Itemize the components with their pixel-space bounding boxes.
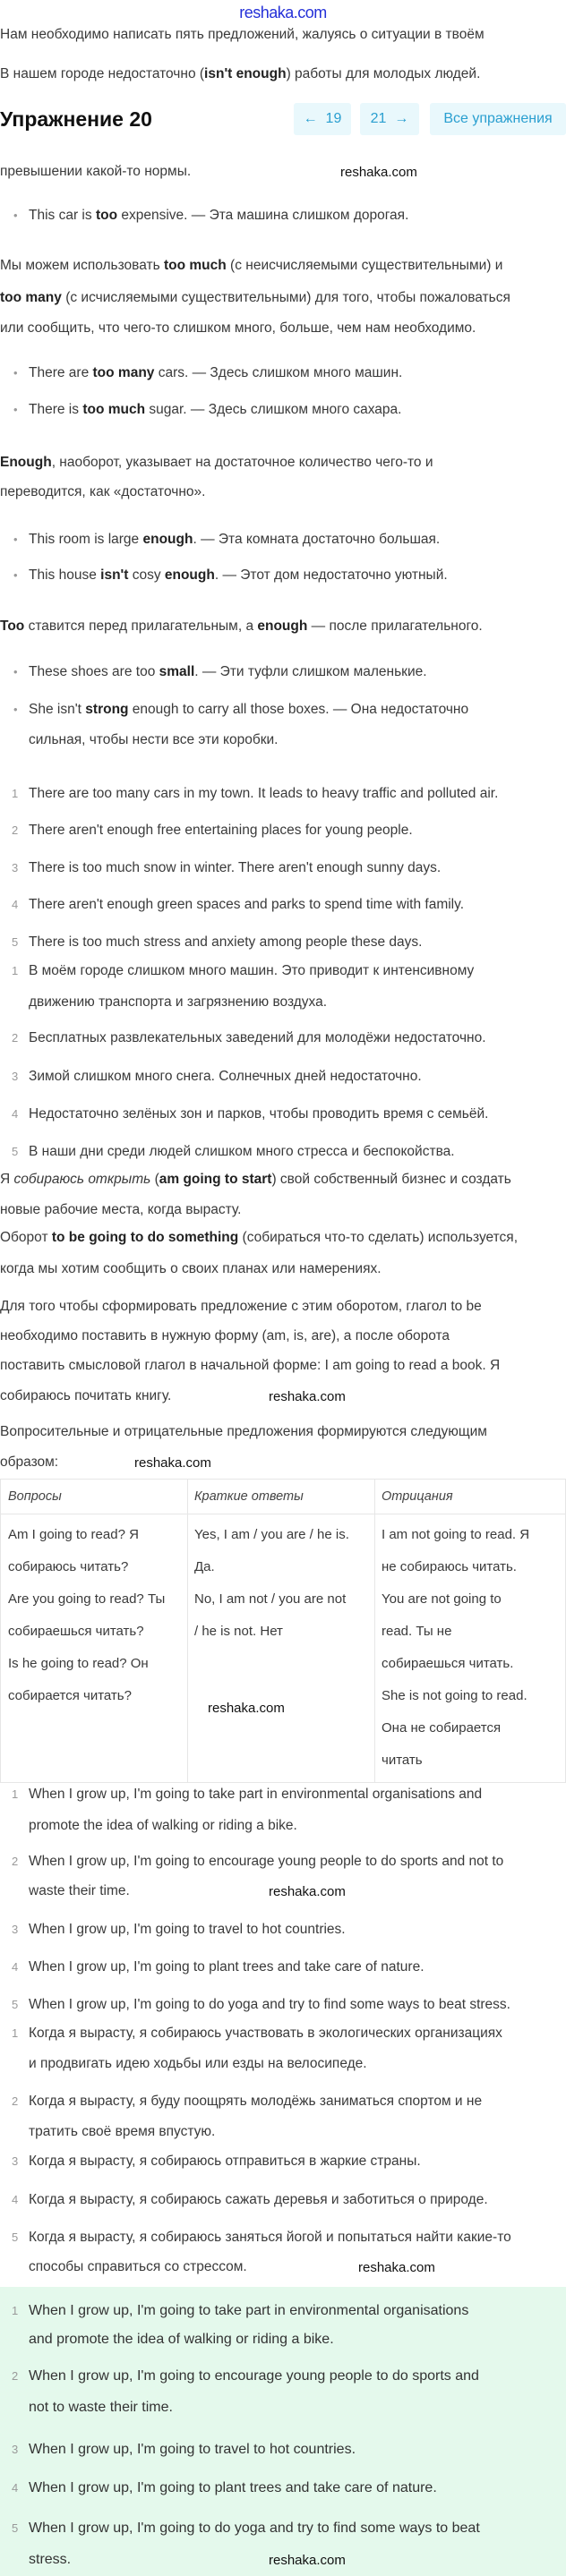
list-number: 1 (12, 2026, 19, 2040)
column-divider (187, 1480, 188, 1782)
text: cars. — Здесь слишком много машин. (154, 365, 403, 380)
numbered-item-line (29, 2303, 468, 2319)
text: (с неисчисляемыми существительными) и (226, 258, 503, 273)
bold-term: too (95, 208, 118, 223)
text: When I grow up, I'm going to plant trees and take care of nature. (29, 2480, 437, 2495)
paragraph-line (0, 1172, 511, 1188)
next-exercise-number: 21 (370, 111, 387, 126)
bold-term: enough (164, 567, 215, 583)
text: собираюсь почитать книгу. (0, 1388, 172, 1403)
bullet-icon: • (13, 665, 18, 678)
arrow-right-icon: → (394, 111, 409, 126)
watermark-text: reshaka.com (340, 165, 417, 180)
text: тратить своё время впустую. (29, 2124, 216, 2139)
text: This room is large (29, 532, 143, 547)
text: When I grow up, I'm going to encourage young people to do sports and not to (29, 1854, 504, 1869)
numbered-item-line (29, 2026, 502, 2042)
negatives-cell (382, 1527, 529, 1785)
bullet-item-line (29, 402, 401, 418)
list-number: 4 (12, 2481, 19, 2495)
header-questions: Вопросы (8, 1489, 62, 1504)
text: enough to carry all those boxes. — Она недостаточно (128, 702, 469, 717)
numbered-item-line (29, 2552, 71, 2568)
text: She isn't (29, 702, 86, 717)
page-title: Упражнение 20 (0, 107, 152, 131)
text: Когда я вырасту, я собираюсь отправиться в жаркие страны. (29, 2154, 421, 2169)
text: Когда я вырасту, я собираюсь заняться йогой и попытаться найти какие-то (29, 2230, 511, 2245)
numbered-item-line (29, 823, 413, 839)
text: Вопросительные и отрицательные предложения формируются следующим (0, 1424, 487, 1439)
paragraph-line (0, 1261, 382, 1277)
numbered-item-line (29, 2368, 479, 2384)
text: поставить смысловой глагол в начальной форме: I am going to read a book. Я (0, 1358, 501, 1373)
numbered-item-line (29, 1883, 130, 1899)
watermark-text: reshaka.com (269, 1389, 346, 1404)
table-cell-line: собираюсь читать? (8, 1559, 129, 1574)
watermark-text: reshaka.com (269, 2553, 346, 2568)
text: переводится, как «достаточно». (0, 484, 206, 499)
list-number: 4 (12, 1960, 19, 1974)
numbered-item-line (29, 2154, 421, 2170)
paragraph-line (0, 320, 476, 337)
text: When I grow up, I'm going to travel to hot countries. (29, 2442, 356, 2457)
list-number: 5 (12, 1998, 19, 2011)
list-number: 1 (12, 964, 19, 977)
text: Нам необходимо написать пять предложений, жалуясь о ситуации в твоём (0, 27, 485, 42)
text: Когда я вырасту, я собираюсь сажать деревья и заботиться о природе. (29, 2192, 488, 2207)
text: When I grow up, I'm going to do yoga and try to find some ways to beat (29, 2521, 480, 2536)
questions-cell (8, 1527, 165, 1720)
header-negatives: Отрицания (382, 1489, 453, 1504)
paragraph-line (0, 1230, 518, 1246)
text: When I grow up, I'm going to travel to hot countries. (29, 1922, 346, 1937)
bold-term: too many (0, 290, 62, 305)
table-cell-line: You are not going to (382, 1591, 502, 1607)
text: There are too many cars in my town. It leads to heavy traffic and polluted air. (29, 786, 499, 801)
site-logo[interactable]: reshaka.com (239, 4, 327, 21)
numbered-item-line (29, 2230, 511, 2246)
text: This house (29, 567, 101, 583)
table-cell-line: Да. (194, 1559, 215, 1574)
numbered-item-line (29, 2332, 334, 2348)
numbered-item-line (29, 2400, 173, 2416)
text: When I grow up, I'm going to do yoga and try to find some ways to beat stress. (29, 1997, 510, 2012)
bold-term: am going to start (159, 1172, 272, 1187)
paragraph-line (0, 27, 485, 43)
text: There is (29, 402, 83, 417)
numbered-item-line (29, 2056, 367, 2072)
bold-term: isn't (100, 567, 129, 583)
list-number: 3 (12, 1923, 19, 1936)
text: There aren't enough green spaces and parks to spend time with family. (29, 897, 465, 912)
bullet-icon: • (13, 703, 18, 716)
text: Недостаточно зелёных зон и парков, чтобы проводить время с семьёй. (29, 1106, 489, 1122)
numbered-item-line (29, 1854, 503, 1870)
text: waste their time. (29, 1883, 130, 1898)
text: Я (0, 1172, 14, 1187)
numbered-item-line (29, 1787, 482, 1803)
text: необходимо поставить в нужную форму (am, is, are), а после оборота (0, 1328, 450, 1343)
text: когда мы хотим сообщить о своих планах или намерениях. (0, 1261, 382, 1276)
text: Когда я вырасту, я буду поощрять молодёжь заниматься спортом и не (29, 2094, 483, 2109)
text: Когда я вырасту, я собираюсь участвовать в экологических организациях (29, 2026, 502, 2041)
numbered-item-line (29, 963, 474, 979)
table-cell-line: / he is not. Нет (194, 1624, 283, 1639)
numbered-item-line (29, 1106, 488, 1122)
list-number: 4 (12, 1107, 19, 1121)
bold-term: too much (164, 258, 227, 273)
text: Бесплатных развлекательных заведений для молодёжи недостаточно. (29, 1030, 486, 1045)
table-cell-line: She is not going to read. (382, 1688, 527, 1703)
bold-term: too much (82, 402, 146, 417)
text: There aren't enough free entertaining places for young people. (29, 823, 413, 838)
paragraph-line (0, 164, 191, 180)
header-short-answers: Краткие ответы (194, 1489, 304, 1504)
text: promote the idea of walking or riding a bike. (29, 1818, 297, 1833)
paragraph-line (0, 484, 205, 500)
table-cell-line: читать (382, 1753, 423, 1768)
text: сильная, чтобы нести все эти коробки. (29, 732, 279, 747)
text: . — Эти туфли слишком маленькие. (194, 664, 427, 679)
text: Для того чтобы сформировать предложение с этим оборотом, глагол to be (0, 1299, 482, 1314)
list-number: 2 (12, 1855, 19, 1868)
bullet-icon: • (13, 568, 18, 582)
list-number: 4 (12, 898, 19, 911)
text: There are (29, 365, 93, 380)
arrow-left-icon: ← (303, 111, 318, 126)
paragraph-line (0, 1388, 171, 1404)
bullet-item-line (29, 567, 448, 584)
text: ) работы для молодых людей. (286, 66, 481, 81)
list-number: 1 (12, 1787, 19, 1801)
short-answers-cell (194, 1527, 349, 1656)
numbered-item-line (29, 2259, 247, 2275)
list-number: 2 (12, 2369, 19, 2383)
prev-exercise-button[interactable] (294, 103, 351, 135)
bullet-item-line (29, 732, 278, 748)
table-cell-line: собираешься читать. (382, 1656, 514, 1671)
text: или сообщить, что чего-то слишком много, больше, чем нам необходимо. (0, 320, 476, 336)
paragraph-line (0, 1454, 58, 1471)
bullet-item-line (29, 208, 408, 224)
watermark-text: reshaka.com (134, 1455, 211, 1471)
table-cell-line: I am not going to read. Я (382, 1527, 530, 1542)
paragraph-line (0, 1358, 500, 1374)
bold-term: to be going to do something (51, 1230, 239, 1245)
text: These shoes are too (29, 664, 159, 679)
numbered-item-line (29, 1069, 422, 1085)
paragraph-line (0, 1328, 450, 1344)
paragraph-line (0, 258, 502, 274)
table-cell-line: Она не собирается (382, 1720, 502, 1736)
text: Зимой слишком много снега. Солнечных дней недостаточно. (29, 1069, 422, 1084)
numbered-item-line (29, 2480, 437, 2496)
watermark-text: reshaka.com (269, 1884, 346, 1899)
text: (собираться что-то сделать) используется, (238, 1230, 518, 1245)
list-number: 2 (12, 823, 19, 837)
bullet-item-line (29, 532, 440, 548)
table-cell-line: не собираюсь читать. (382, 1559, 517, 1574)
list-number: 3 (12, 861, 19, 874)
bullet-icon: • (13, 403, 18, 416)
text: There is too much snow in winter. There aren't enough sunny days. (29, 860, 442, 875)
text: . — Этот дом недостаточно уютный. (214, 567, 448, 583)
numbered-item-line (29, 994, 327, 1011)
bold-term: isn't enough (204, 66, 287, 81)
text: способы справиться со стрессом. (29, 2259, 247, 2274)
text: В нашем городе недостаточно ( (0, 66, 205, 81)
text: stress. (29, 2552, 72, 2567)
table-cell-line: No, I am not / you are not (194, 1591, 347, 1607)
numbered-item-line (29, 786, 498, 802)
table-cell-line: Is he going to read? Он (8, 1656, 149, 1671)
numbered-item-line (29, 934, 422, 951)
text: When I grow up, I'm going to take part in environmental organisations (29, 2303, 469, 2318)
text: новые рабочие места, когда вырасту. (0, 1202, 242, 1217)
text: When I grow up, I'm going to encourage young people to do sports and (29, 2368, 479, 2384)
watermark-text: reshaka.com (208, 1701, 285, 1716)
list-number: 3 (12, 1070, 19, 1083)
list-number: 4 (12, 2193, 19, 2206)
bold-term: too many (92, 365, 155, 380)
text: В наши дни среди людей слишком много стресса и беспокойства. (29, 1144, 455, 1159)
numbered-item-line (29, 1997, 510, 2013)
list-number: 2 (12, 2094, 19, 2108)
list-number: 5 (12, 1145, 19, 1158)
text: This car is (29, 208, 96, 223)
text: and promote the idea of walking or riding a bike. (29, 2332, 334, 2347)
numbered-item-line (29, 1818, 297, 1834)
table-cell-line: read. Ты не (382, 1624, 452, 1639)
text: expensive. — Эта машина слишком дорогая. (117, 208, 409, 223)
list-number: 3 (12, 2443, 19, 2456)
text: ставится перед прилагательным, а (24, 618, 258, 634)
text: ( (150, 1172, 159, 1187)
text: When I grow up, I'm going to plant trees and take care of nature. (29, 1959, 424, 1975)
text: , наоборот, указывает на достаточное количество чего-то и (51, 455, 433, 470)
text: превышении какой-то нормы. (0, 164, 192, 179)
text: There is too much stress and anxiety among people these days. (29, 934, 423, 950)
numbered-item-line (29, 1144, 455, 1160)
text: Мы можем использовать (0, 258, 164, 273)
text: not to waste their time. (29, 2400, 173, 2415)
table-cell-line: Are you going to read? Ты (8, 1591, 166, 1607)
text: движению транспорта и загрязнению воздуха. (29, 994, 328, 1010)
paragraph-line (0, 618, 483, 635)
text: (с исчисляемыми существительными) для того, чтобы пожаловаться (61, 290, 510, 305)
list-number: 2 (12, 1031, 19, 1045)
table-cell-line: собираешься читать? (8, 1624, 144, 1639)
prev-exercise-number: 19 (325, 111, 342, 126)
bullet-item-line (29, 365, 402, 381)
paragraph-line (0, 1299, 482, 1315)
numbered-item-line (29, 2521, 480, 2537)
paragraph-line (0, 1424, 487, 1440)
text: В моём городе слишком много машин. Это приводит к интенсивному (29, 963, 475, 978)
watermark-text: reshaka.com (358, 2260, 435, 2275)
paragraph-line (0, 290, 510, 306)
bullet-icon: • (13, 366, 18, 380)
text: cosy (128, 567, 165, 583)
numbered-item-line (29, 2192, 488, 2208)
bold-term: Too (0, 618, 25, 634)
bullet-item-line (29, 664, 427, 680)
paragraph-line (0, 455, 433, 471)
list-number: 5 (12, 2521, 19, 2535)
bullet-icon: • (13, 533, 18, 546)
bold-term: Enough (0, 455, 52, 470)
all-exercises-button[interactable]: Все упражнения (430, 103, 566, 135)
numbered-item-line (29, 860, 441, 876)
list-number: 5 (12, 935, 19, 949)
paragraph-line (0, 66, 480, 82)
numbered-item-line (29, 897, 464, 913)
numbered-item-line (29, 2442, 356, 2458)
text: — после прилагательного. (307, 618, 483, 634)
text: образом: (0, 1454, 59, 1470)
table-cell-line: Am I going to read? Я (8, 1527, 139, 1542)
paragraph-line (0, 1202, 241, 1218)
bullet-icon: • (13, 209, 18, 222)
list-number: 3 (12, 2154, 19, 2168)
bold-term: enough (142, 532, 193, 547)
list-number: 1 (12, 787, 19, 800)
next-exercise-button[interactable] (360, 103, 419, 135)
bullet-item-line (29, 702, 468, 718)
numbered-item-line (29, 1030, 486, 1046)
bold-term: enough (257, 618, 308, 634)
table-cell-line: Yes, I am / you are / he is. (194, 1527, 349, 1542)
numbered-item-line (29, 2094, 482, 2110)
numbered-item-line (29, 2124, 215, 2140)
bold-term: small (159, 664, 195, 679)
text: sugar. — Здесь слишком много сахара. (145, 402, 402, 417)
column-divider (374, 1480, 375, 1782)
text: . — Эта комната достаточно большая. (193, 532, 441, 547)
table-cell-line: собирается читать? (8, 1688, 132, 1703)
italic-term: собираюсь открыть (13, 1172, 151, 1187)
bold-term: strong (85, 702, 129, 717)
text: When I grow up, I'm going to take part in environmental organisations and (29, 1787, 483, 1802)
text: Оборот (0, 1230, 52, 1245)
numbered-item-line (29, 1959, 424, 1975)
text: и продвигать идею ходьбы или езды на велосипеде. (29, 2056, 367, 2071)
numbered-item-line (29, 1922, 346, 1938)
text: ) свой собственный бизнес и создать (271, 1172, 511, 1187)
going-to-table (0, 1479, 566, 1783)
list-number: 1 (12, 2304, 19, 2317)
list-number: 5 (12, 2231, 19, 2244)
